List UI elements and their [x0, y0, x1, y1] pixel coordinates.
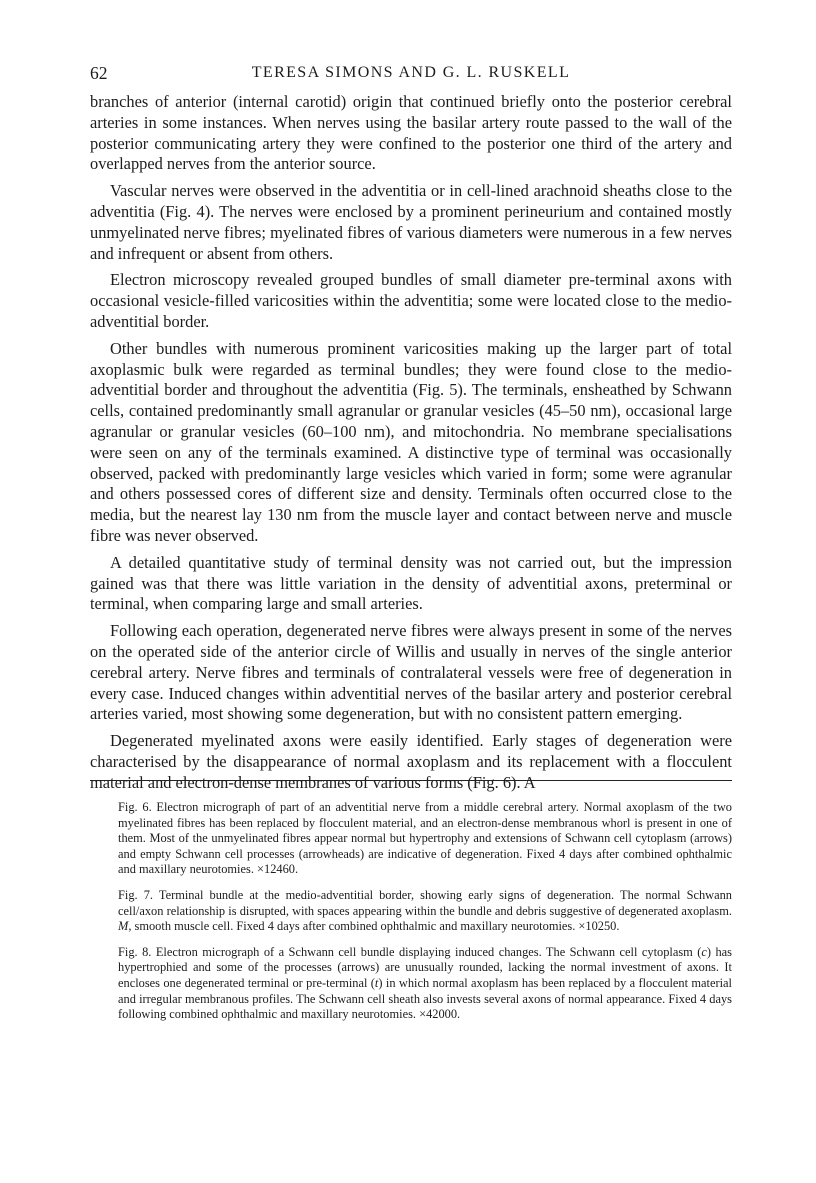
- figure-captions: [118, 800, 732, 1033]
- paragraph-continued: branches of anterior (internal carotid) origin that continued briefly onto the posterior cerebral arteries in some instances. When nerves using the basilar artery route passed to the wall of the posterior communicating artery they were confined to the posterior one third of the artery and overlapped nerves from the anterior source.: [90, 92, 732, 174]
- caption-fig8-text-mid: ) has hypertrophied and some of the processes (arrows) are unusually rounded, lacking the normal investment of axons. It encloses one degenerated terminal or pre-terminal (: [118, 944, 732, 990]
- paragraph-myelinated-axons: Degenerated myelinated axons were easily identified. Early stages of degeneration were characterised by the disappearance of normal axoplasm and its replacement with a flocculent material and electron-dense membranes of various forms (Fig. 6). A: [90, 731, 732, 792]
- caption-fig8-label-c: c: [701, 944, 707, 959]
- page-number: 62: [90, 63, 108, 83]
- paragraph-vascular-nerves: Vascular nerves were observed in the adventitia or in cell-lined arachnoid sheaths close to the adventitia (Fig. 4). The nerves were enclosed by a prominent perineurium and contained mostly unmyelinated nerve fibres; myelinated fibres of various diameters were numerous in a few nerves and infrequent or absent from others.: [90, 181, 732, 263]
- page-header: [90, 63, 732, 85]
- paragraph-electron-microscopy: Electron microscopy revealed grouped bundles of small diameter pre-terminal axons with occasional vesicle-filled varicosities within the adventitia; some were located close to the medio-adventitial border.: [90, 270, 732, 331]
- caption-fig8: [118, 945, 732, 1023]
- caption-fig8-label-t: t: [374, 975, 379, 990]
- running-head: TERESA SIMONS AND G. L. RUSKELL: [251, 64, 571, 81]
- caption-fig7-text: Fig. 7. Terminal bundle at the medio-adventitial border, showing early signs of degeneration. The normal Schwann cell/axon relationship is disrupted, with spaces appearing within the bundle and debris suggestive of degenerated axoplasm.: [118, 887, 732, 918]
- caption-divider: [90, 780, 732, 781]
- paragraph-terminal-density: A detailed quantitative study of terminal density was not carried out, but the impression gained was that there was little variation in the density of adventitial axons, preterminal or terminal, when comparing large and small arteries.: [90, 552, 732, 614]
- caption-fig7-label-m: M: [118, 919, 129, 934]
- caption-fig8-text: Fig. 8. Electron micrograph of a Schwann cell bundle displaying induced changes. The Schwann cell cytoplasm (: [118, 944, 702, 959]
- caption-fig8-text-end: ) in which normal axoplasm has been replaced by a flocculent material and irregular membranous profiles. The Schwann cell sheath also invests several axons of normal appearance. Fixed 4 days following combined ophthalmic and maxillary neurotomies. ×42000.: [118, 975, 732, 1022]
- body-text: [90, 92, 732, 794]
- paragraph-degeneration: Following each operation, degenerated nerve fibres were always present in some of the nerves on the operated side of the anterior circle of Willis and usually in nerves of the single anterior cerebral artery. Nerve fibres and terminals of contralateral vessels were free of degeneration in every case. Induced changes within adventitial nerves of the basilar artery and posterior cerebral arteries varied, most showing some degeneration, but with no consistent pattern emerging.: [90, 621, 732, 724]
- caption-fig7-text-end: , smooth muscle cell. Fixed 4 days after combined ophthalmic and maxillary neurotomies. ×10250.: [128, 919, 620, 934]
- paragraph-terminal-bundles: Other bundles with numerous prominent varicosities making up the larger part of total axoplasmic bulk were regarded as terminal bundles; they were found close to the medio-adventitial border and throughout the adventitia (Fig. 5). The terminals, ensheathed by Schwann cells, contained predominantly small agranular or granular vesicles (45–50 nm), occasional large agranular or granular vesicles (60–100 nm), and mitochondria. No membrane specialisations were seen on any of the terminals examined. A distinctive type of terminal was occasionally observed, packed with predominantly large vesicles which varied in form; some were agranular and others possessed cores of different size and density. Terminals often occurred close to the media, but the nearest lay 130 nm from the muscle layer and contact between nerve and muscle fibre was never observed.: [90, 338, 732, 545]
- caption-fig6: Fig. 6. Electron micrograph of part of an adventitial nerve from a middle cerebral artery. Normal axoplasm of the two myelinated fibres has been replaced by flocculent material, and an electron-dense membranous whorl is present in one of them. Most of the unmyelinated fibres appear normal but hypertrophy and extensions of Schwann cell cytoplasm (arrows) and empty Schwann cell processes (arrowheads) are indicative of degeneration. Fixed 4 days after combined ophthalmic and maxillary neurotomies. ×12460.: [118, 800, 732, 877]
- caption-fig7: [118, 888, 732, 935]
